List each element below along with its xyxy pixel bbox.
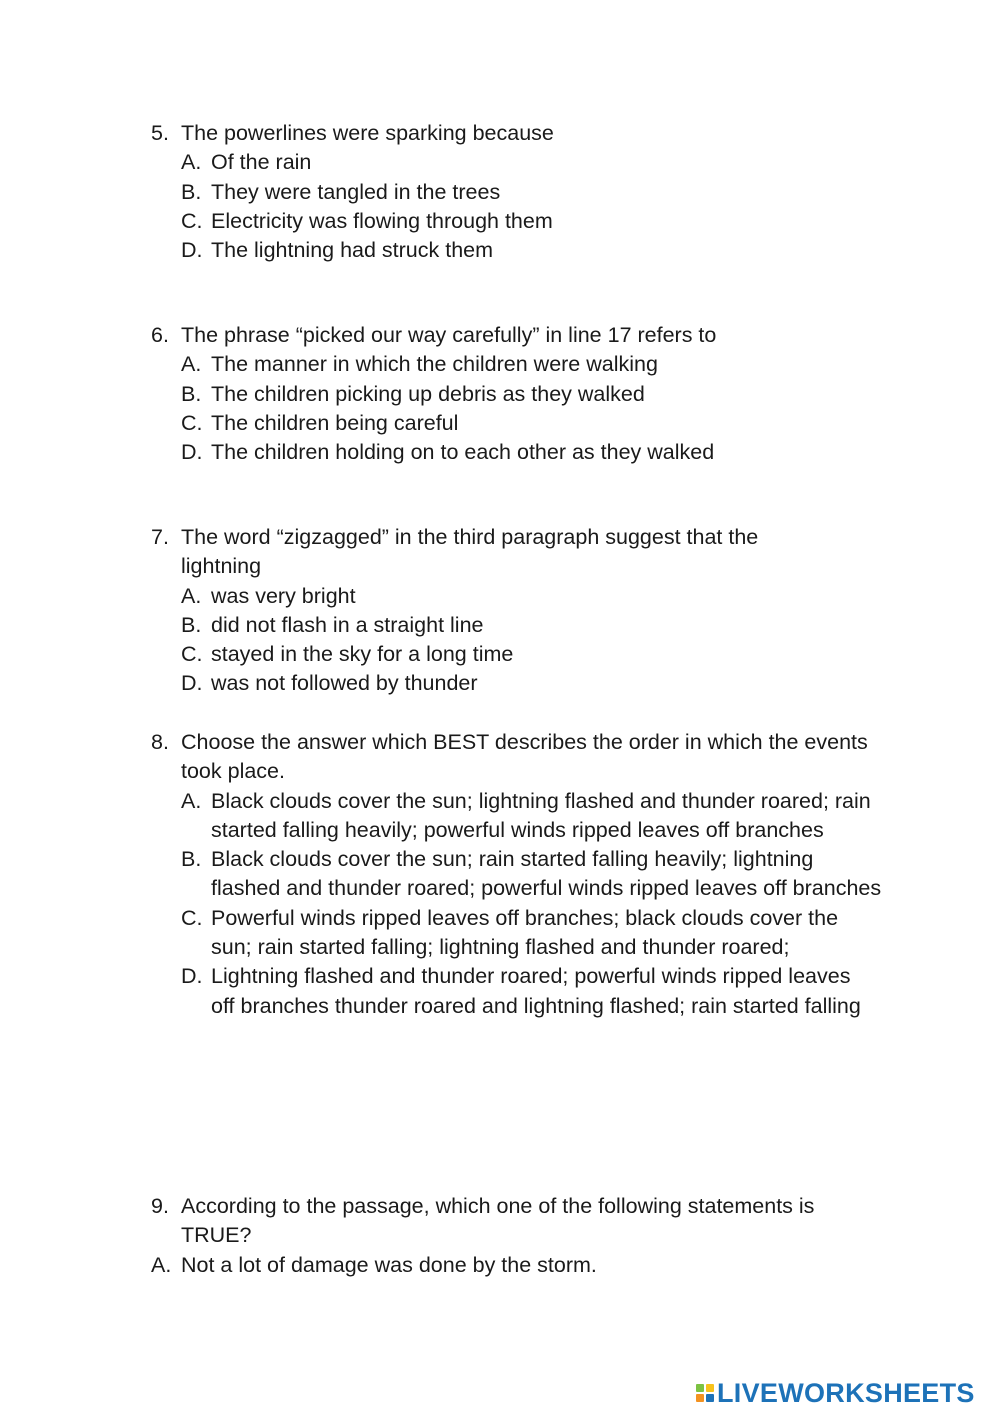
option-letter: A.	[181, 150, 202, 175]
option-text: The lightning had struck them	[211, 238, 494, 263]
option-text: stayed in the sky for a long time	[211, 642, 514, 667]
option-letter: D.	[181, 440, 203, 465]
liveworksheets-logo	[696, 1378, 975, 1408]
option-b[interactable]	[181, 178, 891, 207]
option-text: Black clouds cover the sun; rain started falling heavily; lightning flashed and thunder roared; powerful winds ripped leaves off branches	[211, 847, 882, 901]
option-a[interactable]	[181, 787, 891, 846]
option-letter: C.	[181, 642, 203, 667]
option-c[interactable]	[181, 409, 891, 438]
option-b[interactable]	[181, 845, 891, 904]
option-list	[181, 787, 891, 1021]
question-text: The powerlines were sparking because	[181, 121, 554, 145]
option-letter: A.	[181, 583, 202, 608]
brand-name: LIVEWORKSHEETS	[717, 1377, 975, 1408]
option-letter: C.	[181, 905, 203, 930]
question-number: 5.	[151, 121, 169, 145]
option-letter: D.	[181, 238, 203, 263]
option-d[interactable]	[181, 669, 891, 698]
option-letter: A.	[151, 1252, 172, 1277]
option-letter: D.	[181, 964, 203, 989]
option-d[interactable]	[181, 236, 891, 265]
question-number: 9.	[151, 1194, 169, 1218]
option-letter: A.	[181, 352, 202, 377]
question-number: 8.	[151, 730, 169, 754]
question-9	[151, 1192, 891, 1280]
option-text: Not a lot of damage was done by the storm.	[181, 1252, 597, 1277]
question-text: Choose the answer which BEST describes the order in which the events took place.	[181, 730, 868, 784]
question-text: The word “zigzagged” in the third paragraph suggest that the lightning	[181, 525, 759, 579]
option-b[interactable]	[181, 380, 891, 409]
option-text: The children picking up debris as they walked	[211, 381, 645, 406]
option-list	[181, 350, 891, 467]
question-8	[151, 728, 891, 1021]
question-text: The phrase “picked our way carefully” in line 17 refers to	[181, 323, 717, 347]
option-letter: C.	[181, 410, 203, 435]
option-letter: D.	[181, 671, 203, 696]
option-a[interactable]	[181, 148, 891, 177]
option-c[interactable]	[181, 207, 891, 236]
question-stem	[151, 1192, 891, 1251]
question-5	[151, 119, 891, 265]
option-text: was very bright	[211, 583, 356, 608]
option-a[interactable]	[151, 1251, 891, 1280]
option-letter: C.	[181, 208, 203, 233]
question-number: 6.	[151, 323, 169, 347]
question-6	[151, 321, 891, 467]
option-text: The children being careful	[211, 410, 459, 435]
option-text: The manner in which the children were walking	[211, 352, 658, 377]
option-d[interactable]	[181, 438, 891, 467]
option-text: Powerful winds ripped leaves off branches; black clouds cover the sun; rain started falling; lightning flashed and thunder roared;	[211, 905, 839, 960]
option-letter: B.	[181, 381, 202, 406]
option-text: Electricity was flowing through them	[211, 208, 553, 233]
option-text: The children holding on to each other as they walked	[211, 440, 715, 465]
option-text: did not flash in a straight line	[211, 612, 484, 637]
question-7	[151, 523, 891, 699]
option-b[interactable]	[181, 611, 891, 640]
question-text: According to the passage, which one of the following statements is TRUE?	[181, 1194, 815, 1248]
option-text: Of the rain	[211, 150, 312, 175]
question-stem	[151, 321, 891, 350]
option-letter: B.	[181, 179, 202, 204]
option-a[interactable]	[181, 582, 891, 611]
option-text: Black clouds cover the sun; lightning flashed and thunder roared; rain started falling heavily; powerful winds ripped leaves off branches	[211, 788, 871, 842]
question-number: 7.	[151, 525, 169, 549]
option-list	[181, 148, 891, 265]
option-d[interactable]	[181, 962, 891, 1021]
option-text: Lightning flashed and thunder roared; powerful winds ripped leaves off branches thunder roared and lightning flashed; rain started falling	[211, 964, 861, 1018]
question-stem	[151, 728, 891, 787]
option-c[interactable]	[181, 904, 891, 963]
option-letter: B.	[181, 847, 202, 872]
question-stem	[151, 523, 891, 582]
option-c[interactable]	[181, 640, 891, 669]
option-a[interactable]	[181, 350, 891, 379]
option-text: They were tangled in the trees	[211, 179, 501, 204]
option-letter: B.	[181, 612, 202, 637]
option-letter: A.	[181, 788, 202, 813]
option-list	[181, 582, 891, 699]
option-text: was not followed by thunder	[211, 671, 478, 696]
question-stem	[151, 119, 891, 148]
liveworksheets-grid-icon	[696, 1384, 714, 1402]
